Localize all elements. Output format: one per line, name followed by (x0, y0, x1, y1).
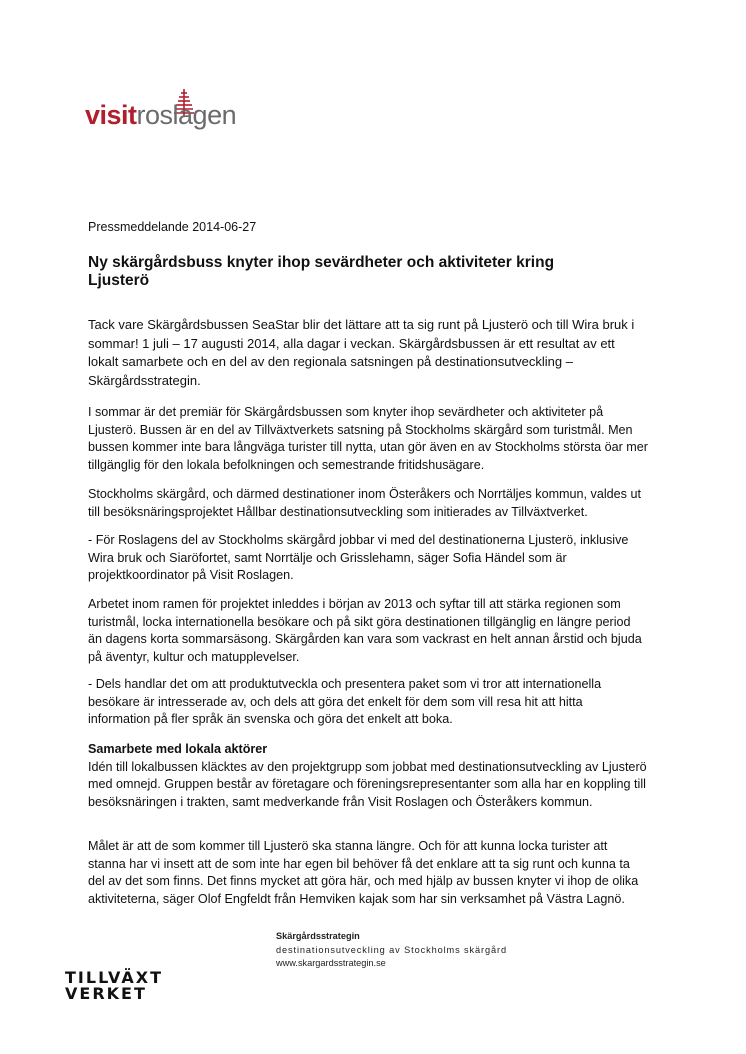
footer-info (276, 930, 507, 971)
paragraph-text: Målet är att de som kommer till Ljusterö ska stanna längre. Och för att kunna locka turister att stanna har vi insett att de som inte har egen bil behöver få det enklare att ta sig runt och kunna ta del av det som finns. Det finns mycket att göra här, och med hjälp av bussen knyter vi ihop de olika aktiviteterna, säger Olof Engfeldt från Hemviken kajak som har sin verksamhet på Västra Lagnö. (88, 839, 639, 906)
paragraph-2 (88, 486, 648, 521)
logo-visit-text: visit (85, 100, 137, 130)
paragraph-4 (88, 596, 648, 666)
logo-roslagen-text: roslagen (136, 100, 237, 130)
footer-description: destinationsutveckling av Stockholms skärgård (276, 944, 507, 955)
press-release-label: Pressmeddelande 2014-06-27 (88, 220, 257, 234)
lead-paragraph (88, 316, 648, 390)
tillvaxtverket-logo-row2: VERKET (65, 984, 147, 1003)
headline: Ny skärgårdsbuss knyter ihop sevärdheter och aktiviteter kring Ljusterö (88, 254, 555, 289)
paragraph-text: Stockholms skärgård, och därmed destinationer inom Österåkers och Norrtäljes kommun, valdes ut till besöksnäringsprojektet Hållbar destinationsutveckling som initierades av Tillväxtverket. (88, 487, 641, 519)
paragraph-text: - Dels handlar det om att produktutveckla och presentera paket som vi tror att internationella besökare är intresserade av, och dels att göra det enkelt för dem som vill resa hit att hitta information på fler språk än svenska och göra det enkelt att boka. (88, 677, 602, 727)
paragraph-text: Idén till lokalbussen kläcktes av den projektgrupp som jobbat med destinationsutveckling av Ljusterö med omnejd. Gruppen består av företagare och föreningsrepresentanter som alla har en koppling till besöksnäringen i trakten, samt medverkande från Visit Roslagen och Österåkers kommun. (88, 759, 647, 809)
tillvaxtverket-logo-row1: TILLVÄXT (65, 968, 163, 987)
paragraph-1 (88, 404, 648, 474)
logo-wordmark (85, 100, 236, 131)
paragraph-5-quote (88, 676, 648, 729)
tillvaxtverket-logo (65, 970, 163, 1002)
footer-title: Skärgårdsstrategin (276, 931, 360, 941)
visit-roslagen-logo (85, 88, 265, 138)
paragraph-text: I sommar är det premiär för Skärgårdsbussen som knyter ihop sevärdheter och aktiviteter på Ljusterö. Bussen är en del av Tillväxtverkets satsning på Stockholms skärgård som turistmål. Men bussen kommer inte bara långväga turister till nytta, utan gör även en av Stockholms största öar mer tillgänglig för den lokala befolkningen och semestrande fritidshusägare. (88, 405, 648, 472)
paragraph-text: Arbetet inom ramen för projektet inleddes i början av 2013 och syftar till att stärka regionen som turistmål, locka internationella besökare och på sikt göra destinationen tillgänglig en längre period än dagens korta sommarsäsong. Skärgården kan vara som vackrast en helt annan årstid och bjuda på äventyr, kultur och matupplevelser. (88, 597, 642, 664)
paragraph-7 (88, 838, 648, 908)
section-heading: Samarbete med lokala aktörer (88, 742, 268, 756)
footer-website: www.skargardsstrategin.se (276, 958, 386, 968)
paragraph-3-quote (88, 532, 648, 585)
lead-text: Tack vare Skärgårdsbussen SeaStar blir det lättare att ta sig runt på Ljusterö och till Wira bruk i sommar! 1 juli – 17 augusti 2014, alla dagar i veckan. Skärgårdsbussen är ett resultat av ett lokalt samarbete och en del av den regionala satsningen på destinationsutveckling – Skärgårdsstrategin. (88, 317, 635, 388)
paragraph-text: - För Roslagens del av Stockholms skärgård jobbar vi med del destinationerna Ljusterö, inklusive Wira bruk och Siaröfortet, samt Norrtälje och Grisslehamn, säger Sofia Händel som är projektkoordinator på Visit Roslagen. (88, 533, 629, 583)
section-collaboration (88, 741, 648, 811)
